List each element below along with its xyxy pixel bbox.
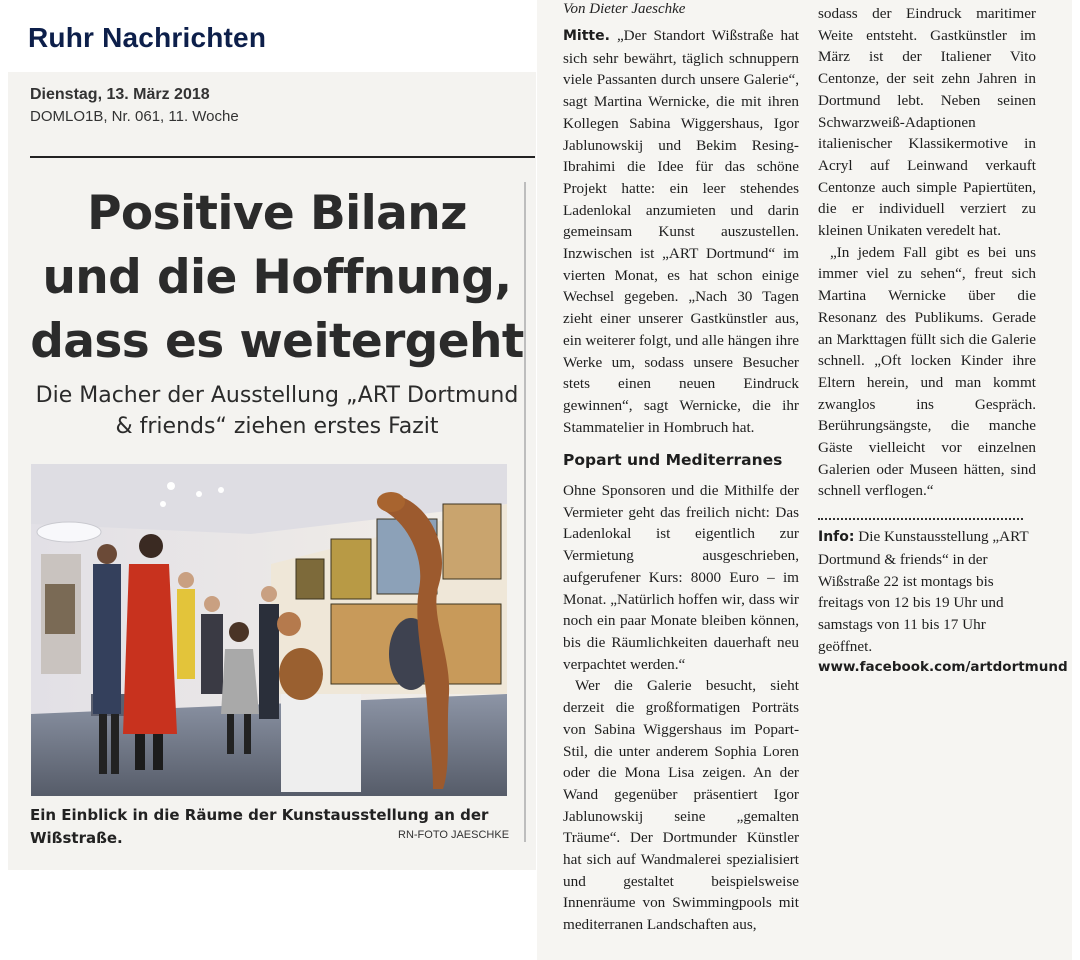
dateline: Mitte. [563, 28, 610, 44]
info-text: Die Kunstausstellung „ART Dortmund & friends“ in der Wißstraße 22 ist montags bis freitags von 12 bis 19 Uhr und samstags von 11 bis 17 Uhr geöffnet. [818, 528, 1029, 655]
gallery-photo [31, 464, 507, 796]
article-paragraph [563, 25, 799, 438]
article-paragraph-continued: sodass der Eindruck maritimer Weite entsteht. Gastkünstler im März ist der Italiener Vito Centonze, der seit zehn Jahren in Dortmund lebt. Neben seinen Schwarzweiß-Adaptionen italienischer Klassikermotive in Acryl auf Leinwand verkauft Centonze auch simple Papiertüten, die er individuell verziert zu kleinen Unikaten veredelt hat. [818, 5, 1036, 240]
section-subheading: Popart und Mediterranes [563, 451, 783, 470]
article-paragraph: „In jedem Fall gibt es bei uns immer viel zu sehen“, freut sich Martina Wernicke über die Resonanz des Publikums. Gerade an Markttagen füllt sich die Galerie schnell. „Oft locken Kinder ihre Eltern herein, und man kommt zwanglos ins Gespräch. Berührungsängste, die manche Gäste vielleicht vor einzelnen Galerien oder Museen hätten, sind schnell verflogen.“ [818, 243, 1036, 500]
dotted-separator [818, 518, 1023, 520]
photo-caption: Ein Einblick in die Räume der Kunstausstellung an der Wißstraße. [30, 806, 489, 847]
paragraph-text: „Der Standort Wißstraße hat sich sehr bewährt, täglich schnuppern viele Passanten durch unsere Galerie“, sagt Martina Wernicke, die mit ihren Kollegen Sabina Wiggershaus, Igor Jablunowskij und Bekim Resing-Ibrahimi die Idee für das schöne Projekt hatte: ein leer stehendes Ladenlokal anzumieten und darin gemeinsam Kunst auszustellen. Inzwischen ist „ART Dortmund“ im vierten Monat, es hat schon einige Wechsel gegeben. „Nach 30 Tagen zieht einer unserer Gastkünstler aus, ein weiterer folgt, und alle hängen ihre Werke um, sodass unsere Besucher stets einen neuen Eindruck gewinnen“, sagt Wernicke, die ihr Stammatelier in Hombruch hat. [563, 27, 799, 436]
header-rule [30, 156, 535, 158]
byline: Von Dieter Jaeschke [563, 1, 686, 17]
column-rule [524, 182, 526, 842]
newspaper-masthead: Ruhr Nachrichten [28, 22, 267, 53]
article-paragraph: Ohne Sponsoren und die Mithilfe der Vermieter geht das freilich nicht: Das Ladenlokal ist eigentlich zur Vermietung ausgeschrieben, aufgerufener Kurs: 8000 Euro – im Monat. „Natürlich hoffen wir, dass wir noch ein paar Monate bleiben können, bis die Räumlichkeiten dauerhaft neu verpachtet werden.“ [563, 482, 799, 673]
info-box [818, 526, 1036, 657]
article-column-2 [818, 3, 1068, 679]
article-subheadline: Die Macher der Ausstellung „ART Dortmund & friends“ ziehen erstes Fazit [35, 383, 519, 439]
facebook-link[interactable]: www.facebook.com/artdortmund [818, 659, 1068, 676]
issue-date: Dienstag, 13. März 2018 [30, 86, 210, 103]
article-headline: Positive Bilanz und die Hoffnung, dass es weitergeht [30, 186, 524, 369]
article-paragraph: Wer die Galerie besucht, sieht derzeit die großformatigen Porträts von Sabina Wiggershaus im Popart-Stil, die unter anderem Sophia Loren oder die Mona Lisa zeigen. An der Wand gegenüber präsentiert Igor Jablunowskij seine „gemalten Träume“. Der Dortmunder Künstler hat sich auf Wandmalerei spezialisiert und gestaltet beispielsweise Innenräume von Swimmingpools mit mediterranen Landschaften aus, [563, 677, 799, 934]
photo-credit: RN-FOTO JAESCHKE [398, 829, 510, 841]
info-label: Info: [818, 529, 855, 546]
article-column-1 [563, 25, 799, 936]
issue-number: DOMLO1B, Nr. 061, 11. Woche [30, 108, 239, 125]
